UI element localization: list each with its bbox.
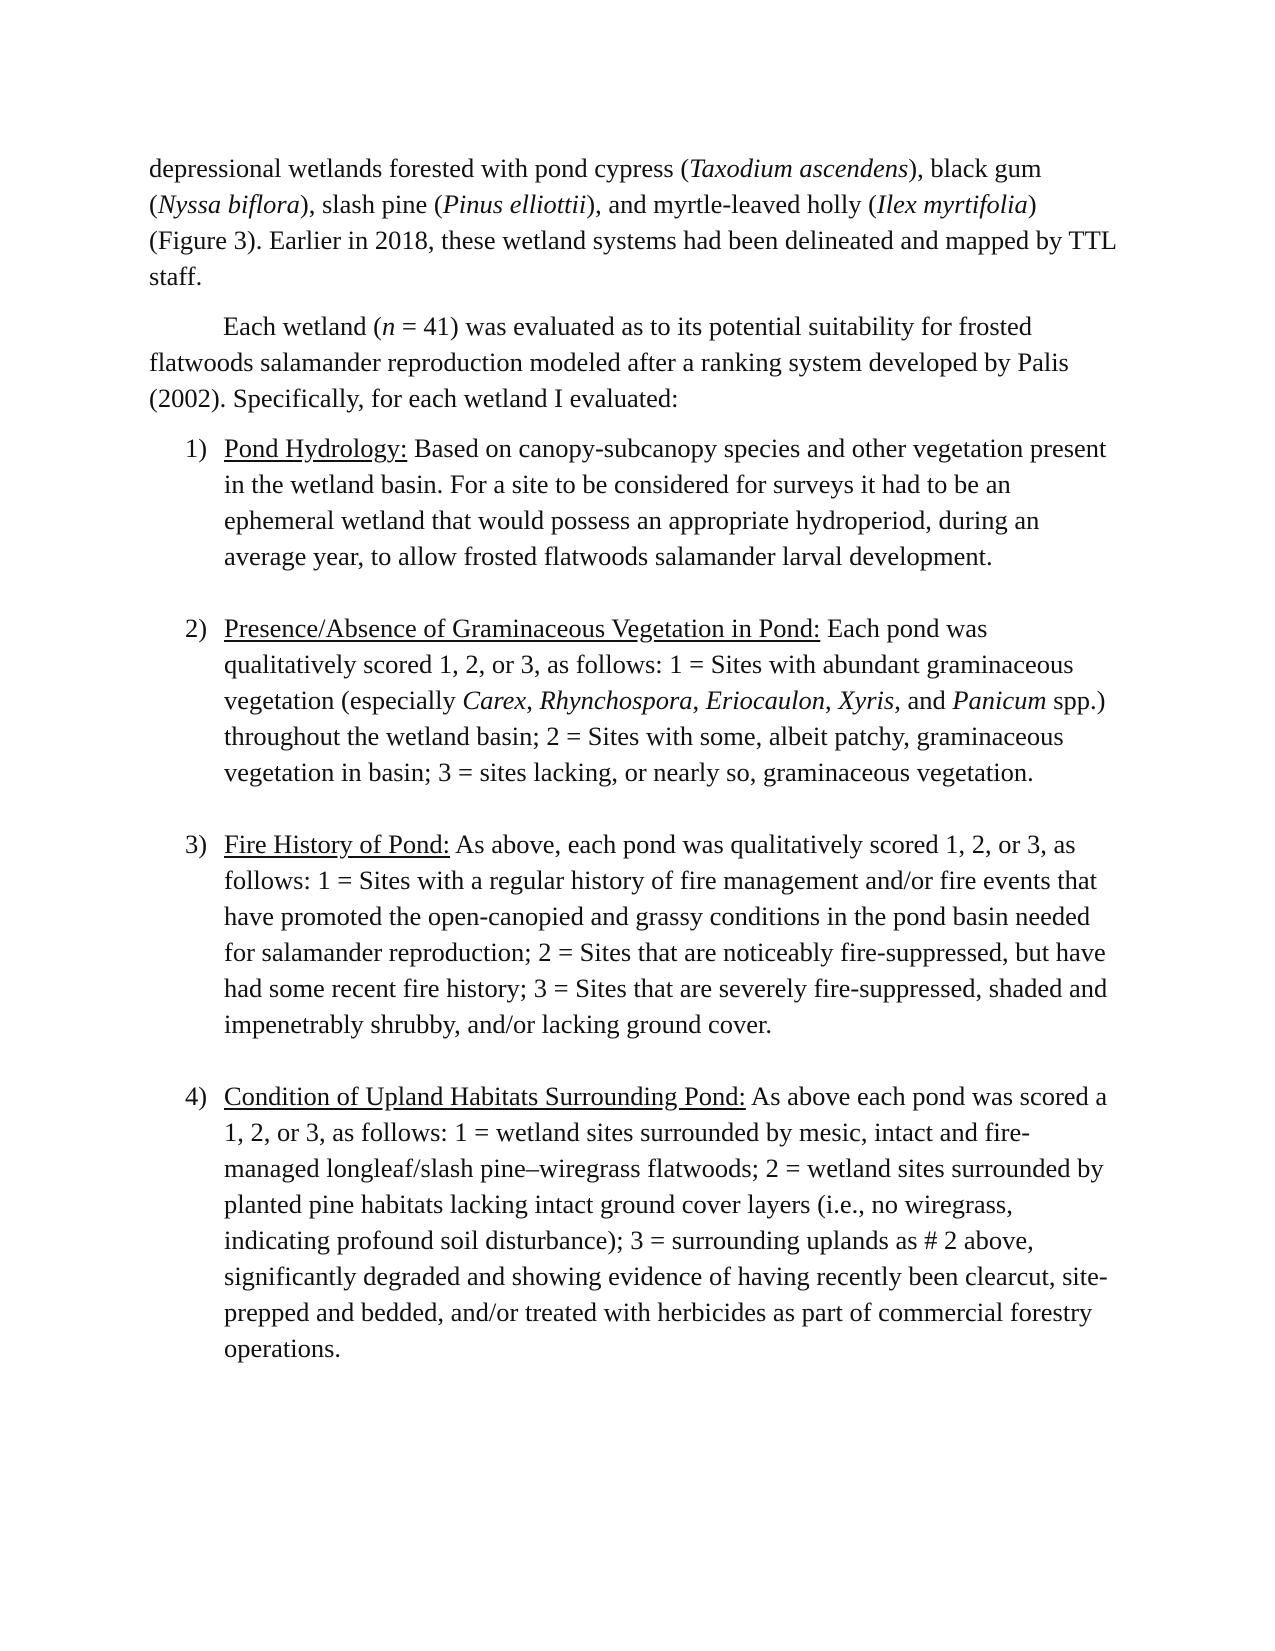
document-page	[149, 150, 1119, 1402]
list-number: 3)	[185, 829, 208, 859]
intro-paragraph: depressional wetlands forested with pond cypress (Taxodium ascendens), black gum (Nyssa biflora), slash pine (Pinus elliottii), and myrtle-leaved holly (Ilex myrtifolia) (Figure 3). Earlier in 2018, these wetland systems had been delineated and mapped by TTL staff.	[149, 153, 1116, 291]
list-item	[149, 826, 1119, 1042]
criterion-text: Based on canopy-subcanopy species and other vegetation present in the wetland basin. For a site to be considered for surveys it had to be an ephemeral wetland that would possess an appropriate hydroperiod, during an average year, to allow frosted flatwoods salamander larval development.	[224, 433, 1107, 571]
criterion-heading: Pond Hydrology:	[224, 433, 408, 463]
criterion-heading: Presence/Absence of Graminaceous Vegetation in Pond:	[224, 613, 821, 643]
list-item	[149, 430, 1119, 574]
evaluation-criteria-list	[149, 430, 1119, 1366]
criterion-heading: Condition of Upland Habitats Surrounding Pond:	[224, 1081, 746, 1111]
criterion-text: As above, each pond was qualitatively scored 1, 2, or 3, as follows: 1 = Sites with a regular history of fire management and/or fire events that have promoted the open-canopied and grassy conditions in the pond basin needed for salamander reproduction; 2 = Sites that are noticeably fire-suppressed, but have had some recent fire history; 3 = Sites that are severely fire-suppressed, shaded and impenetrably shrubby, and/or lacking ground cover.	[224, 829, 1108, 1039]
list-number: 4)	[185, 1081, 208, 1111]
methods-paragraph: Each wetland (n = 41) was evaluated as to its potential suitability for frosted flatwoods salamander reproduction modeled after a ranking system developed by Palis (2002). Specifically, for each wetland I evaluated:	[149, 311, 1069, 413]
list-item: 2) Presence/Absence of Graminaceous Vegetation in Pond: Each pond was qualitatively scored 1, 2, or 3, as follows: 1 = Sites with abundant graminaceous vegetation (especially Carex, Rhynchospora, Eriocaulon, Xyris, and Panicum spp.) throughout the wetland basin; 2 = Sites with some, albeit patchy, graminaceous vegetation in basin; 3 = sites lacking, or nearly so, graminaceous vegetation.	[149, 610, 1119, 790]
criterion-text: As above each pond was scored a 1, 2, or 3, as follows: 1 = wetland sites surrounded by mesic, intact and fire-managed longleaf/slash pine–wiregrass flatwoods; 2 = wetland sites surrounded by planted pine habitats lacking intact ground cover layers (i.e., no wiregrass, indicating profound soil disturbance); 3 = surrounding uplands as # 2 above, significantly degraded and showing evidence of having recently been clearcut, site-prepped and bedded, and/or treated with herbicides as part of commercial forestry operations.	[224, 1081, 1108, 1363]
list-number: 2)	[185, 613, 208, 643]
list-number: 1)	[185, 433, 208, 463]
criterion-heading: Fire History of Pond:	[224, 829, 450, 859]
list-item	[149, 1078, 1119, 1366]
